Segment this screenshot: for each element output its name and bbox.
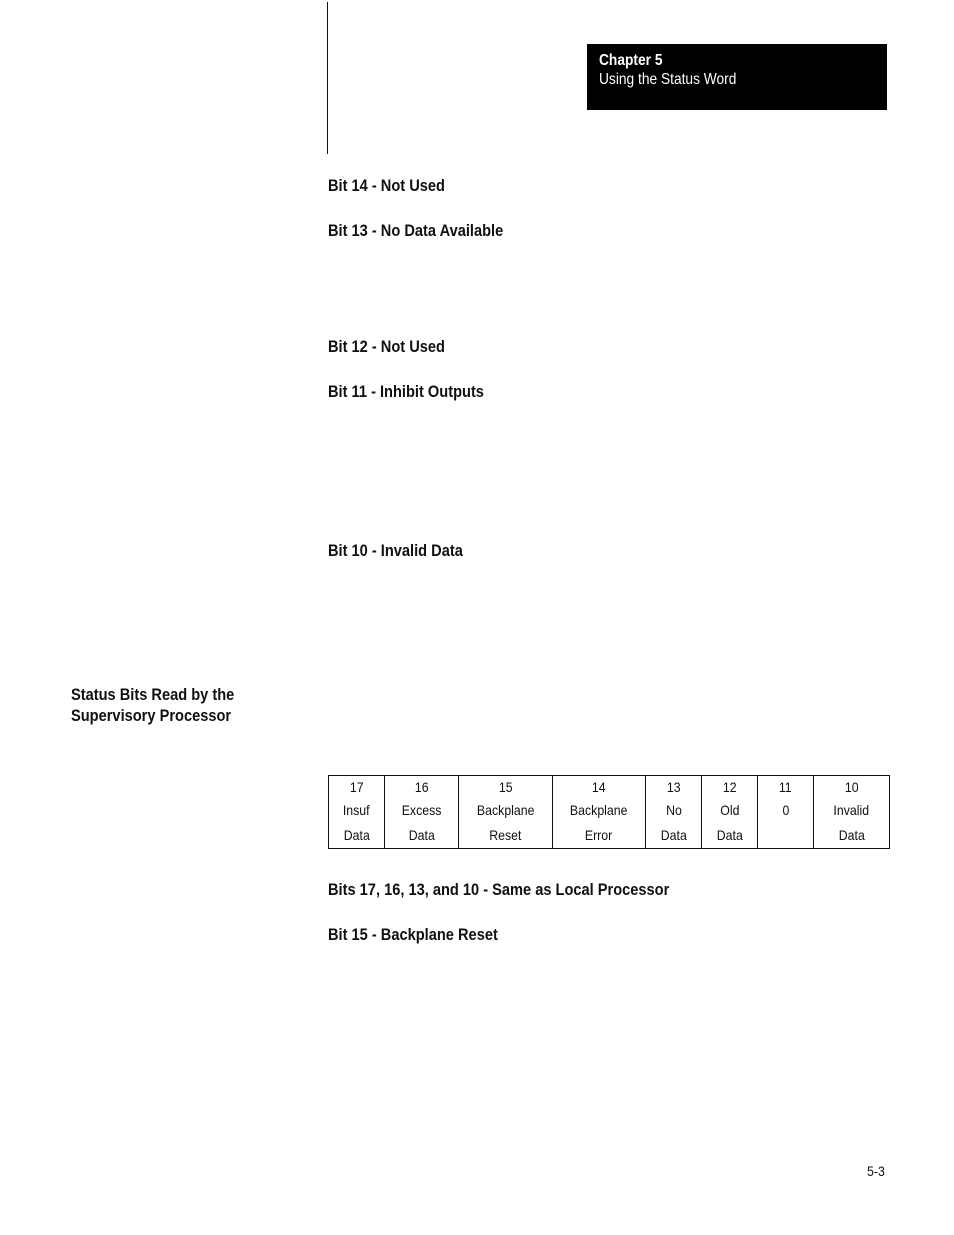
heading-bit-10: Bit 10 - Invalid Data xyxy=(328,541,463,560)
bit-label-cell: Excess xyxy=(385,798,459,823)
bit-label-cell: Data xyxy=(702,823,758,849)
page-number: 5-3 xyxy=(867,1163,885,1179)
status-bits-table xyxy=(328,775,890,849)
section-side-heading xyxy=(71,684,234,726)
bit-label-cell: Old xyxy=(702,798,758,823)
bit-number-cell: 15 xyxy=(459,776,553,799)
bit-number-cell: 12 xyxy=(702,776,758,799)
bit-label-cell: Data xyxy=(646,823,702,849)
table-row-label-line-2 xyxy=(329,823,890,849)
bit-label-cell: Error xyxy=(553,823,646,849)
bit-label-cell: No xyxy=(646,798,702,823)
bit-label-cell: Reset xyxy=(459,823,553,849)
bit-number-cell: 11 xyxy=(758,776,814,799)
bit-number-cell: 10 xyxy=(814,776,890,799)
bit-label-cell: Backplane xyxy=(459,798,553,823)
chapter-header xyxy=(587,44,887,110)
heading-bit-12: Bit 12 - Not Used xyxy=(328,337,445,356)
heading-bits-same-as-local: Bits 17, 16, 13, and 10 - Same as Local Processor xyxy=(328,880,670,899)
bit-label-cell: Data xyxy=(814,823,890,849)
bit-label-cell: Insuf xyxy=(329,798,385,823)
bit-label-cell: Data xyxy=(329,823,385,849)
bit-number-cell: 13 xyxy=(646,776,702,799)
chapter-label: Chapter 5 xyxy=(599,52,663,69)
bit-label-cell: Data xyxy=(385,823,459,849)
chapter-title: Using the Status Word xyxy=(599,71,737,88)
bit-number-cell: 16 xyxy=(385,776,459,799)
bit-label-cell: Invalid xyxy=(814,798,890,823)
bit-label-cell xyxy=(758,823,814,849)
margin-rule xyxy=(327,2,328,154)
bit-label-cell: 0 xyxy=(758,798,814,823)
table-row-bit-numbers xyxy=(329,776,890,799)
bit-label-cell: Backplane xyxy=(553,798,646,823)
heading-bit-13: Bit 13 - No Data Available xyxy=(328,221,504,240)
bit-number-cell: 14 xyxy=(553,776,646,799)
heading-bit-14: Bit 14 - Not Used xyxy=(328,176,445,195)
heading-bit-11: Bit 11 - Inhibit Outputs xyxy=(328,382,484,401)
heading-bit-15: Bit 15 - Backplane Reset xyxy=(328,925,498,944)
bit-number-cell: 17 xyxy=(329,776,385,799)
side-heading-line-1: Status Bits Read by the xyxy=(71,685,235,704)
table-row-label-line-1 xyxy=(329,798,890,823)
side-heading-line-2: Supervisory Processor xyxy=(71,706,232,725)
